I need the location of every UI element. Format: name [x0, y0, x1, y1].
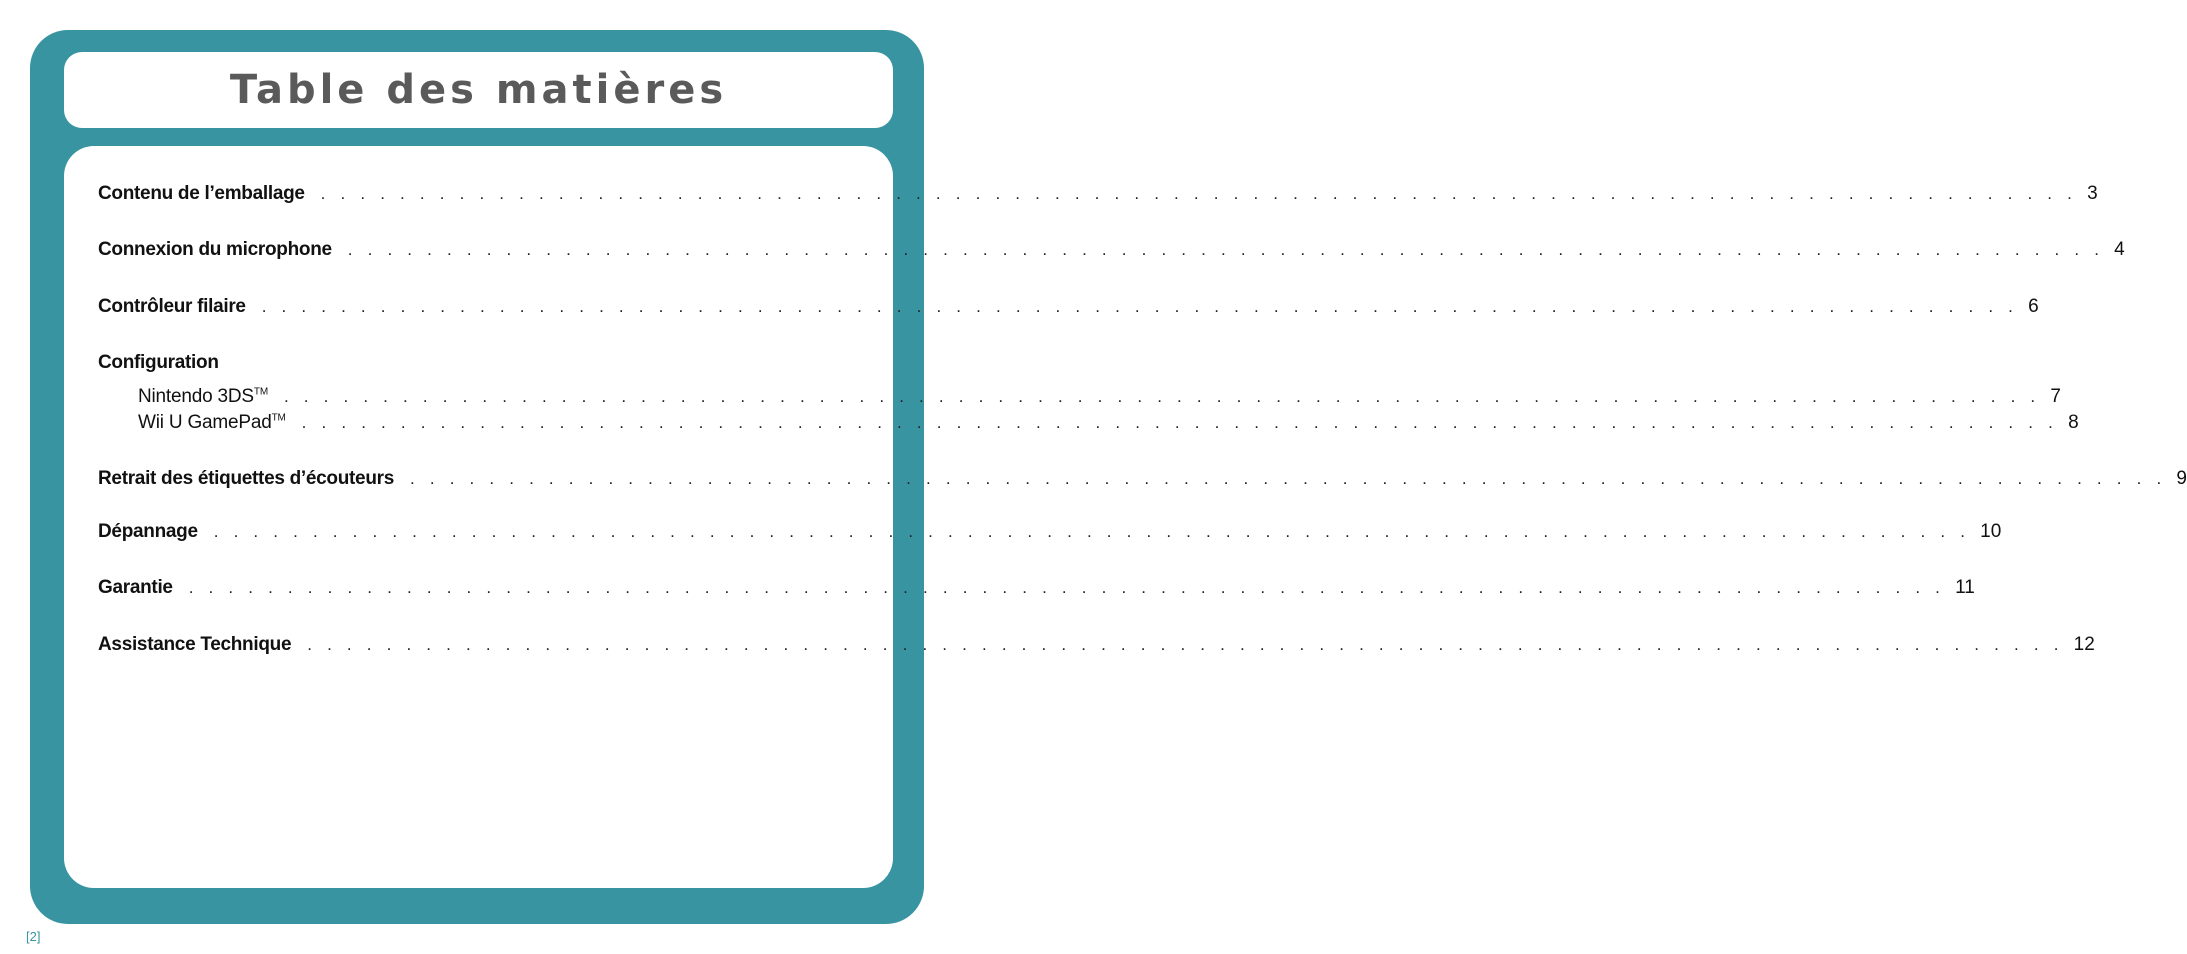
- toc-entry-troubleshooting[interactable]: [98, 520, 2002, 544]
- toc-entry-microphone[interactable]: [98, 238, 2125, 262]
- dot-leader: . . . . . . . . . . . . . . . . . . . . . . . . . . . . . . . . . . . . . . . . . . . . . . . . . . . . . . . . . . . . . . . . . . . . . . . . . . . . . . . . . . . . . . . . .: [410, 469, 2167, 488]
- toc-panel: [64, 146, 2187, 888]
- dot-leader: . . . . . . . . . . . . . . . . . . . . . . . . . . . . . . . . . . . . . . . . . . . . . . . . . . . . . . . . . . . . . . . . . . . . . . . . . . . . . . . . . . . . . . . . .: [261, 297, 2019, 316]
- toc-entry-contents[interactable]: [98, 182, 2098, 206]
- toc-entry-stickers[interactable]: [98, 467, 2187, 491]
- toc-entry-page: 11: [1955, 577, 1975, 598]
- page-frame: [30, 30, 2187, 924]
- title-box: [64, 52, 893, 128]
- toc-entry-label: Wii U GamePad™: [138, 412, 286, 433]
- toc-subentry-3ds[interactable]: [138, 385, 2061, 409]
- trademark-mark: TM: [271, 412, 286, 424]
- toc-entry-page: 3: [2087, 183, 2098, 204]
- toc-entry-wired-controller[interactable]: [98, 295, 2039, 319]
- toc-entry-page: 7: [2050, 386, 2061, 407]
- toc-entry-label: Contrôleur filaire: [98, 296, 246, 317]
- toc-entry-page: 8: [2068, 412, 2079, 433]
- toc-entry-page: 12: [2073, 634, 2095, 655]
- dot-leader: . . . . . . . . . . . . . . . . . . . . . . . . . . . . . . . . . . . . . . . . . . . . . . . . . . . . . . . . . . . . . . . . . . . . . . . . . . . . . . . . . . . . . . . . .: [301, 413, 2059, 432]
- trademark-mark: TM: [253, 386, 268, 398]
- toc-entry-label: Dépannage: [98, 521, 198, 542]
- dot-leader: . . . . . . . . . . . . . . . . . . . . . . . . . . . . . . . . . . . . . . . . . . . . . . . . . . . . . . . . . . . . . . . . . . . . . . . . . . . . . . . . . . . . . . . . .: [188, 578, 1946, 597]
- toc-entry-label: Nintendo 3DS™: [138, 386, 268, 407]
- toc-entry-label: Connexion du microphone: [98, 239, 332, 260]
- toc-entry-page: 9: [2176, 468, 2187, 489]
- dot-leader: . . . . . . . . . . . . . . . . . . . . . . . . . . . . . . . . . . . . . . . . . . . . . . . . . . . . . . . . . . . . . . . . . . . . . . . . . . . . . . . . . . . . . . . . .: [347, 240, 2105, 259]
- toc-entry-label: Garantie: [98, 577, 173, 598]
- dot-leader: . . . . . . . . . . . . . . . . . . . . . . . . . . . . . . . . . . . . . . . . . . . . . . . . . . . . . . . . . . . . . . . . . . . . . . . . . . . . . . . . . . . . . . . . .: [283, 387, 2041, 406]
- toc-entry-label: Retrait des étiquettes d’écouteurs: [98, 468, 394, 489]
- toc-heading-configuration[interactable]: Configuration: [98, 352, 219, 373]
- toc-entry-page: 6: [2028, 296, 2039, 317]
- page-title: Table des matières: [229, 67, 728, 113]
- dot-leader: . . . . . . . . . . . . . . . . . . . . . . . . . . . . . . . . . . . . . . . . . . . . . . . . . . . . . . . . . . . . . . . . . . . . . . . . . . . . . . . . . . . . . . . . .: [320, 184, 2078, 203]
- toc-entry-label: Contenu de l’emballage: [98, 183, 305, 204]
- toc-entry-page: 4: [2114, 239, 2125, 260]
- toc-entry-label: Assistance Technique: [98, 634, 292, 655]
- toc-subentry-gamepad[interactable]: [138, 411, 2079, 435]
- toc-entry-support[interactable]: [98, 633, 2095, 657]
- toc-entry-warranty[interactable]: [98, 576, 1975, 600]
- dot-leader: . . . . . . . . . . . . . . . . . . . . . . . . . . . . . . . . . . . . . . . . . . . . . . . . . . . . . . . . . . . . . . . . . . . . . . . . . . . . . . . . . . . . . . . . .: [307, 635, 2064, 654]
- toc-entry-page: 10: [1980, 521, 2002, 542]
- dot-leader: . . . . . . . . . . . . . . . . . . . . . . . . . . . . . . . . . . . . . . . . . . . . . . . . . . . . . . . . . . . . . . . . . . . . . . . . . . . . . . . . . . . . . . . . .: [213, 522, 1971, 541]
- page-number: [2]: [26, 929, 41, 944]
